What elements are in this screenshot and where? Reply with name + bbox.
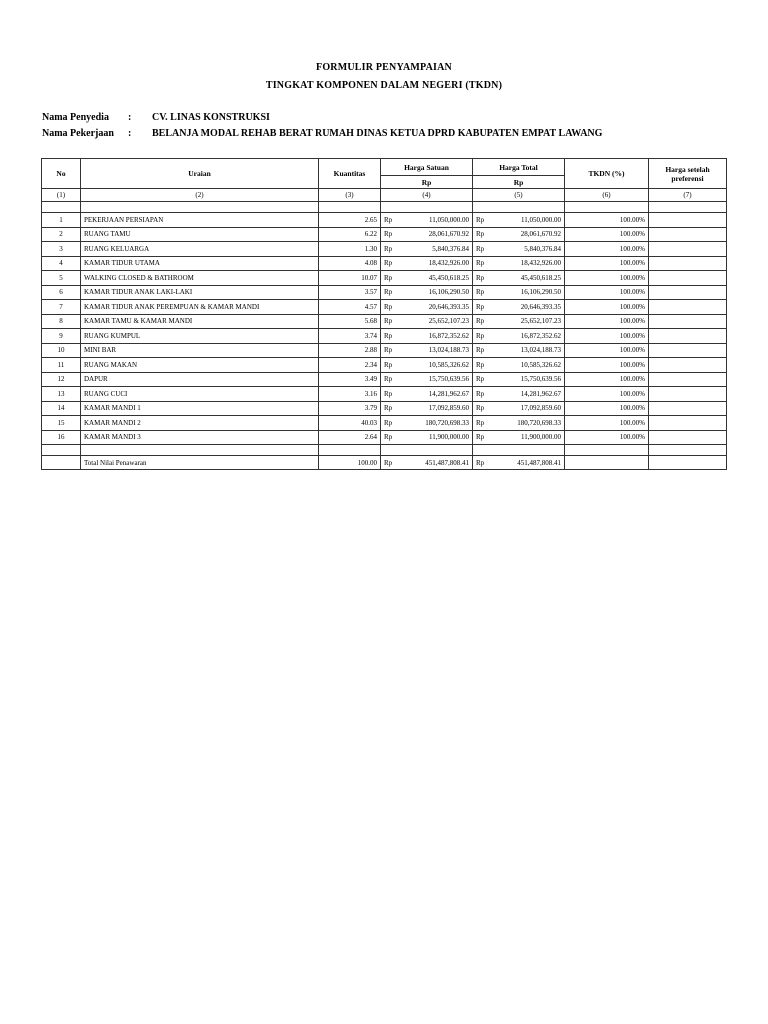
row-no: 9 (42, 329, 81, 344)
row-tkdn: 100.00% (565, 430, 649, 445)
row-harga-satuan: 5,840,376.84 (394, 242, 473, 257)
row-tkdn: 100.00% (565, 372, 649, 387)
row-harga-satuan: 25,652,107.23 (394, 314, 473, 329)
row-harga-satuan: 14,281,962.67 (394, 387, 473, 402)
table-body (42, 202, 727, 470)
row-harga-total: 11,050,000.00 (486, 213, 565, 228)
table-row (42, 256, 727, 271)
penyedia-info (42, 112, 270, 123)
row-total-currency: Rp (473, 213, 486, 228)
row-harga-setelah (649, 329, 727, 344)
table-row (42, 387, 727, 402)
header-harga-satuan: Harga Satuan (381, 159, 473, 176)
row-harga-satuan: 45,450,618.25 (394, 271, 473, 286)
row-harga-setelah (649, 227, 727, 242)
row-harga-satuan: 28,061,670.92 (394, 227, 473, 242)
row-tkdn: 100.00% (565, 416, 649, 431)
header-satuan-rp: Rp (381, 176, 473, 189)
row-satuan-currency: Rp (381, 213, 394, 228)
tkdn-table (41, 158, 727, 470)
row-kuantitas: 1.30 (319, 242, 381, 257)
table-row (42, 213, 727, 228)
row-harga-satuan: 13,024,188.73 (394, 343, 473, 358)
column-number: (7) (649, 189, 727, 202)
row-no: 2 (42, 227, 81, 242)
header-kuantitas: Kuantitas (319, 159, 381, 189)
row-no: 15 (42, 416, 81, 431)
row-tkdn: 100.00% (565, 256, 649, 271)
total-harga-total: 451,487,808.41 (486, 456, 565, 470)
row-satuan-currency: Rp (381, 372, 394, 387)
row-harga-satuan: 11,900,000.00 (394, 430, 473, 445)
column-number: (3) (319, 189, 381, 202)
table-row (42, 358, 727, 373)
pekerjaan-value: BELANJA MODAL REHAB BERAT RUMAH DINAS KETUA DPRD KABUPATEN EMPAT LAWANG (152, 128, 603, 139)
column-number: (1) (42, 189, 81, 202)
row-kuantitas: 2.65 (319, 213, 381, 228)
row-harga-satuan: 20,646,393.35 (394, 300, 473, 315)
row-satuan-currency: Rp (381, 242, 394, 257)
row-harga-total: 15,750,639.56 (486, 372, 565, 387)
row-tkdn: 100.00% (565, 271, 649, 286)
table-row (42, 227, 727, 242)
row-harga-satuan: 15,750,639.56 (394, 372, 473, 387)
row-tkdn: 100.00% (565, 213, 649, 228)
row-harga-total: 13,024,188.73 (486, 343, 565, 358)
row-total-currency: Rp (473, 416, 486, 431)
pekerjaan-colon: : (128, 128, 132, 139)
row-harga-setelah (649, 387, 727, 402)
row-kuantitas: 2.34 (319, 358, 381, 373)
total-harga-setelah (649, 456, 727, 470)
table-row (42, 430, 727, 445)
row-total-currency: Rp (473, 343, 486, 358)
row-harga-satuan: 16,106,290.50 (394, 285, 473, 300)
row-harga-total: 5,840,376.84 (486, 242, 565, 257)
row-no: 3 (42, 242, 81, 257)
row-kuantitas: 2.64 (319, 430, 381, 445)
row-uraian: KAMAR MANDI 3 (81, 430, 319, 445)
row-tkdn: 100.00% (565, 387, 649, 402)
row-uraian: DAPUR (81, 372, 319, 387)
row-harga-total: 180,720,698.33 (486, 416, 565, 431)
row-harga-total: 14,281,962.67 (486, 387, 565, 402)
row-no: 10 (42, 343, 81, 358)
row-total-currency: Rp (473, 430, 486, 445)
penyedia-colon: : (128, 112, 132, 123)
row-uraian: KAMAR MANDI 1 (81, 401, 319, 416)
form-subtitle: TINGKAT KOMPONEN DALAM NEGERI (TKDN) (265, 80, 503, 91)
row-harga-setelah (649, 416, 727, 431)
table-row (42, 285, 727, 300)
column-number: (5) (473, 189, 565, 202)
row-uraian: RUANG KELUARGA (81, 242, 319, 257)
column-number: (2) (81, 189, 319, 202)
total-kuantitas: 100.00 (319, 456, 381, 470)
header-harga-setelah-preferensi: Harga setelah preferensi (649, 159, 727, 189)
row-harga-total: 11,900,000.00 (486, 430, 565, 445)
row-total-currency: Rp (473, 401, 486, 416)
header-harga-total: Harga Total (473, 159, 565, 176)
row-kuantitas: 3.57 (319, 285, 381, 300)
row-tkdn: 100.00% (565, 314, 649, 329)
row-harga-total: 16,106,290.50 (486, 285, 565, 300)
row-no: 5 (42, 271, 81, 286)
row-uraian: RUANG MAKAN (81, 358, 319, 373)
header-no: No (42, 159, 81, 189)
row-total-currency: Rp (473, 271, 486, 286)
row-uraian: MINI BAR (81, 343, 319, 358)
table-row (42, 416, 727, 431)
form-title: FORMULIR PENYAMPAIAN (316, 62, 452, 73)
row-satuan-currency: Rp (381, 314, 394, 329)
pekerjaan-label: Nama Pekerjaan (42, 128, 114, 139)
row-harga-total: 28,061,670.92 (486, 227, 565, 242)
penyedia-value: CV. LINAS KONSTRUKSI (152, 112, 270, 123)
total-tkdn (565, 456, 649, 470)
row-no: 4 (42, 256, 81, 271)
row-harga-total: 18,432,926.00 (486, 256, 565, 271)
table-row (42, 372, 727, 387)
row-harga-setelah (649, 358, 727, 373)
row-uraian: RUANG CUCI (81, 387, 319, 402)
row-total-currency: Rp (473, 285, 486, 300)
pekerjaan-info (42, 128, 602, 139)
header-total-rp: Rp (473, 176, 565, 189)
row-satuan-currency: Rp (381, 227, 394, 242)
row-satuan-currency: Rp (381, 416, 394, 431)
row-kuantitas: 5.68 (319, 314, 381, 329)
row-uraian: KAMAR TIDUR UTAMA (81, 256, 319, 271)
column-number: (4) (381, 189, 473, 202)
row-satuan-currency: Rp (381, 271, 394, 286)
row-uraian: KAMAR TAMU & KAMAR MANDI (81, 314, 319, 329)
row-no: 12 (42, 372, 81, 387)
row-total-currency: Rp (473, 329, 486, 344)
row-satuan-currency: Rp (381, 387, 394, 402)
column-number: (6) (565, 189, 649, 202)
row-kuantitas: 10.07 (319, 271, 381, 286)
row-total-currency: Rp (473, 358, 486, 373)
row-uraian: KAMAR TIDUR ANAK LAKI-LAKI (81, 285, 319, 300)
row-kuantitas: 3.74 (319, 329, 381, 344)
total-no (42, 456, 81, 470)
row-harga-setelah (649, 430, 727, 445)
header-uraian: Uraian (81, 159, 319, 189)
row-uraian: KAMAR MANDI 2 (81, 416, 319, 431)
row-uraian: RUANG TAMU (81, 227, 319, 242)
row-harga-total: 10,585,326.62 (486, 358, 565, 373)
row-harga-total: 16,872,352.62 (486, 329, 565, 344)
row-uraian: PEKERJAAN PERSIAPAN (81, 213, 319, 228)
row-harga-setelah (649, 285, 727, 300)
row-satuan-currency: Rp (381, 300, 394, 315)
row-kuantitas: 3.79 (319, 401, 381, 416)
row-harga-total: 20,646,393.35 (486, 300, 565, 315)
row-harga-setelah (649, 300, 727, 315)
row-harga-setelah (649, 242, 727, 257)
row-no: 1 (42, 213, 81, 228)
row-harga-setelah (649, 343, 727, 358)
row-tkdn: 100.00% (565, 300, 649, 315)
row-total-currency: Rp (473, 314, 486, 329)
row-total-currency: Rp (473, 227, 486, 242)
row-satuan-currency: Rp (381, 343, 394, 358)
row-no: 14 (42, 401, 81, 416)
total-label: Total Nilai Penawaran (81, 456, 319, 470)
row-harga-setelah (649, 401, 727, 416)
row-tkdn: 100.00% (565, 401, 649, 416)
row-satuan-currency: Rp (381, 430, 394, 445)
row-no: 13 (42, 387, 81, 402)
row-satuan-currency: Rp (381, 329, 394, 344)
table-row (42, 343, 727, 358)
total-total-currency: Rp (473, 456, 486, 470)
row-total-currency: Rp (473, 300, 486, 315)
row-harga-satuan: 10,585,326.62 (394, 358, 473, 373)
row-kuantitas: 4.57 (319, 300, 381, 315)
row-no: 11 (42, 358, 81, 373)
blank-row (42, 445, 727, 456)
total-row (42, 456, 727, 470)
row-total-currency: Rp (473, 387, 486, 402)
row-harga-satuan: 11,050,000.00 (394, 213, 473, 228)
row-kuantitas: 3.16 (319, 387, 381, 402)
row-satuan-currency: Rp (381, 256, 394, 271)
row-harga-setelah (649, 314, 727, 329)
header-tkdn: TKDN (%) (565, 159, 649, 189)
blank-row (42, 202, 727, 213)
row-total-currency: Rp (473, 256, 486, 271)
row-harga-setelah (649, 256, 727, 271)
row-kuantitas: 40.03 (319, 416, 381, 431)
row-no: 6 (42, 285, 81, 300)
row-harga-satuan: 17,092,859.60 (394, 401, 473, 416)
penyedia-label: Nama Penyedia (42, 112, 109, 123)
row-kuantitas: 6.22 (319, 227, 381, 242)
table-row (42, 314, 727, 329)
row-tkdn: 100.00% (565, 285, 649, 300)
row-harga-satuan: 18,432,926.00 (394, 256, 473, 271)
row-total-currency: Rp (473, 372, 486, 387)
row-harga-total: 17,092,859.60 (486, 401, 565, 416)
row-tkdn: 100.00% (565, 358, 649, 373)
row-tkdn: 100.00% (565, 227, 649, 242)
row-kuantitas: 3.49 (319, 372, 381, 387)
row-satuan-currency: Rp (381, 358, 394, 373)
row-harga-setelah (649, 213, 727, 228)
table-row (42, 401, 727, 416)
row-satuan-currency: Rp (381, 401, 394, 416)
row-tkdn: 100.00% (565, 242, 649, 257)
row-total-currency: Rp (473, 242, 486, 257)
row-uraian: KAMAR TIDUR ANAK PEREMPUAN & KAMAR MANDI (81, 300, 319, 315)
row-no: 16 (42, 430, 81, 445)
row-uraian: WALKING CLOSED & BATHROOM (81, 271, 319, 286)
row-harga-setelah (649, 271, 727, 286)
row-harga-setelah (649, 372, 727, 387)
row-tkdn: 100.00% (565, 343, 649, 358)
table-row (42, 271, 727, 286)
row-no: 8 (42, 314, 81, 329)
row-harga-satuan: 16,872,352.62 (394, 329, 473, 344)
table-row (42, 242, 727, 257)
row-kuantitas: 2.88 (319, 343, 381, 358)
row-harga-total: 45,450,618.25 (486, 271, 565, 286)
total-satuan-currency: Rp (381, 456, 394, 470)
row-no: 7 (42, 300, 81, 315)
row-satuan-currency: Rp (381, 285, 394, 300)
table-row (42, 300, 727, 315)
row-uraian: RUANG KUMPUL (81, 329, 319, 344)
row-harga-satuan: 180,720,698.33 (394, 416, 473, 431)
row-tkdn: 100.00% (565, 329, 649, 344)
row-kuantitas: 4.08 (319, 256, 381, 271)
table-row (42, 329, 727, 344)
row-harga-total: 25,652,107.23 (486, 314, 565, 329)
total-harga-satuan: 451,487,808.41 (394, 456, 473, 470)
